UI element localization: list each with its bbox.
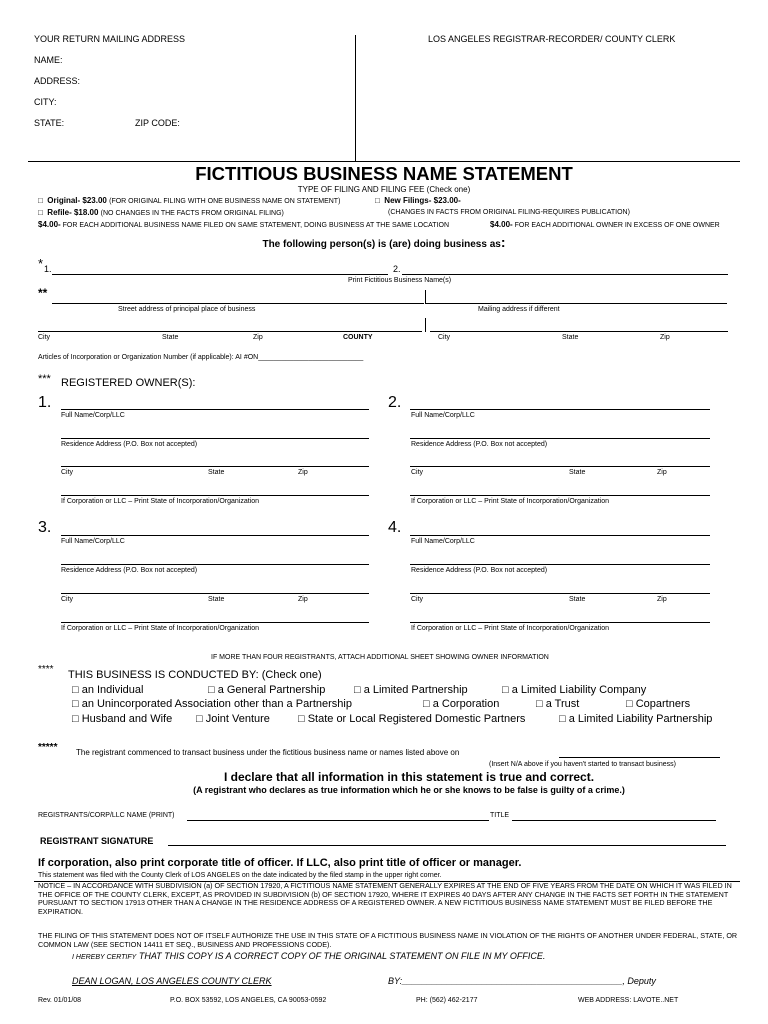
business-name-1-input[interactable] <box>52 274 388 275</box>
owner-1-city-input[interactable] <box>61 466 369 467</box>
signature-label: REGISTRANT SIGNATURE <box>40 836 154 846</box>
mailing-zip-caption: Zip <box>660 334 670 341</box>
option-general-partnership[interactable]: □ a General Partnership <box>208 684 326 696</box>
refile-checkbox[interactable]: □ <box>38 208 43 217</box>
mailing-state-caption: State <box>562 334 579 341</box>
address-divider <box>425 290 426 304</box>
option-llc[interactable]: □ a Limited Liability Company <box>502 684 647 696</box>
zip-label: ZIP CODE: <box>135 118 180 128</box>
owner-4-corp-caption: If Corporation or LLC – Print State of Incorporation/Organization <box>411 625 610 632</box>
owner-1-corp-input[interactable] <box>61 495 369 496</box>
filing-authorization-note: THE FILING OF THIS STATEMENT DOES NOT OF ITSELF AUTHORIZE THE USE IN THIS STATE OF A FICTITIOUS BUSINESS NAME IN VIOLATION OF THE RIGHTS OF ANOTHER UNDER FEDERAL, STATE, OR COMMON LAW (SEE SECTION 14411 ET SEQ., BUSINESS AND PROFESSIONS CODE). <box>38 931 738 949</box>
mailing-address-input[interactable] <box>425 303 727 304</box>
original-option[interactable]: □ Original- $23.00 (FOR ORIGINAL FILING WITH ONE BUSINESS NAME ON STATEMENT) <box>38 196 341 205</box>
owner-3-number: 3. <box>38 519 52 536</box>
owner-2-zip-caption: Zip <box>657 469 667 476</box>
name-label: NAME: <box>34 55 63 65</box>
additional-owner-fee: $4.00- FOR EACH ADDITIONAL OWNER IN EXCESS OF ONE OWNER <box>490 220 720 229</box>
owner-2-corp-caption: If Corporation or LLC – Print State of Incorporation/Organization <box>411 498 610 505</box>
business-name-caption: Print Fictitious Business Name(s) <box>348 277 452 284</box>
owner-1-city-caption: City <box>61 469 74 476</box>
zip-caption: Zip <box>253 334 263 341</box>
phone: PH: (562) 462-2177 <box>416 997 478 1004</box>
business-name-2-input[interactable] <box>402 274 728 275</box>
owner-3-zip-caption: Zip <box>298 596 308 603</box>
owner-1-name-caption: Full Name/Corp/LLC <box>61 412 125 419</box>
option-limited-partnership[interactable]: □ a Limited Partnership <box>354 684 468 696</box>
owner-3-city-input[interactable] <box>61 593 369 594</box>
new-filing-option[interactable]: □ New Filings- $23.00- <box>375 196 461 205</box>
filing-type-label: TYPE OF FILING AND FILING FEE (Check one) <box>297 185 471 194</box>
owner-4-number: 4. <box>388 519 402 536</box>
owner-3-name-caption: Full Name/Corp/LLC <box>61 538 125 545</box>
new-filing-checkbox[interactable]: □ <box>375 196 380 205</box>
city-caption: City <box>38 334 51 341</box>
mailing-city-caption: City <box>438 334 451 341</box>
owner-4-state-caption: State <box>569 596 586 603</box>
owner-3-residence-caption: Residence Address (P.O. Box not accepted) <box>61 567 198 574</box>
commenced-text: The registrant commenced to transact business under the fictitious business name or names listed above on <box>76 748 460 757</box>
street-address-caption: Street address of principal place of business <box>118 306 256 313</box>
county-clerk-name: DEAN LOGAN, LOS ANGELES COUNTY CLERK <box>72 976 272 986</box>
option-domestic-partners[interactable]: □ State or Local Registered Domestic Partners <box>298 713 526 725</box>
new-filing-desc: (CHANGES IN FACTS FROM ORIGINAL FILING-REQUIRES PUBLICATION) <box>388 209 630 216</box>
owner-4-corp-input[interactable] <box>410 622 710 623</box>
owner-2-residence-input[interactable] <box>410 438 710 439</box>
certify-statement: I HEREBY CERTIFY THAT THIS COPY IS A CORRECT COPY OF THE ORIGINAL STATEMENT ON FILE IN MY OFFICE. <box>72 951 546 961</box>
star-4: **** <box>38 664 54 675</box>
county-caption: COUNTY <box>343 334 373 341</box>
owner-1-name-input[interactable] <box>61 409 369 410</box>
articles-field[interactable]: Articles of Incorporation or Organization Number (if applicable): AI #ON___________________________ <box>38 354 364 361</box>
option-llp[interactable]: □ a Limited Liability Partnership <box>559 713 713 725</box>
star-2: ** <box>38 286 48 300</box>
print-name-label: REGISTRANTS/CORP/LLC NAME (PRINT) <box>38 812 175 819</box>
registered-owners-heading: REGISTERED OWNER(S): <box>61 377 196 389</box>
street-address-input[interactable] <box>52 303 424 304</box>
option-corporation[interactable]: □ a Corporation <box>423 698 500 710</box>
city-state-zip-input[interactable] <box>38 331 422 332</box>
original-checkbox[interactable]: □ <box>38 196 43 205</box>
owner-4-city-input[interactable] <box>410 593 710 594</box>
header-rule <box>28 161 740 162</box>
conducted-by-heading: THIS BUSINESS IS CONDUCTED BY: (Check one) <box>68 669 322 681</box>
owner-4-city-caption: City <box>411 596 424 603</box>
refile-option[interactable]: □ Refile- $18.00 (NO CHANGES IN THE FACTS FROM ORIGINAL FILING) <box>38 208 284 217</box>
owner-2-corp-input[interactable] <box>410 495 710 496</box>
signature-input[interactable] <box>168 845 726 846</box>
option-trust[interactable]: □ a Trust <box>536 698 580 710</box>
state-caption: State <box>162 334 179 341</box>
business-name-1-number: 1. <box>44 264 52 274</box>
option-unincorporated-association[interactable]: □ an Unincorporated Association other than a Partnership <box>72 698 352 710</box>
web-address: WEB ADDRESS: LAVOTE..NET <box>578 997 679 1004</box>
title-input[interactable] <box>512 820 716 821</box>
owner-2-city-caption: City <box>411 469 424 476</box>
office-label: LOS ANGELES REGISTRAR-RECORDER/ COUNTY CLERK <box>428 34 676 44</box>
corp-title-note: If corporation, also print corporate title of officer. If LLC, also print title of officer or manager. <box>38 857 522 869</box>
owner-3-corp-input[interactable] <box>61 622 369 623</box>
star-5: ***** <box>38 742 58 753</box>
owner-1-state-caption: State <box>208 469 225 476</box>
more-registrants-note: IF MORE THAN FOUR REGISTRANTS, ATTACH ADDITIONAL SHEET SHOWING OWNER INFORMATION <box>211 654 549 661</box>
owner-4-residence-input[interactable] <box>410 564 710 565</box>
owner-3-state-caption: State <box>208 596 225 603</box>
doing-business-as-heading: The following person(s) is (are) doing business as: <box>262 234 506 250</box>
owner-3-name-input[interactable] <box>61 535 369 536</box>
owner-2-city-input[interactable] <box>410 466 710 467</box>
owner-2-residence-caption: Residence Address (P.O. Box not accepted) <box>411 441 548 448</box>
page-title: FICTITIOUS BUSINESS NAME STATEMENT <box>195 163 573 184</box>
commenced-note: (Insert N/A above if you haven't started to transact business) <box>489 761 676 768</box>
title-label: TITLE <box>490 812 510 819</box>
additional-name-fee: $4.00- FOR EACH ADDITIONAL BUSINESS NAME FILED ON SAME STATEMENT, DOING BUSINESS AT THE SAME LOCATION <box>38 220 450 229</box>
declaration-sub: (A registrant who declares as true information which he or she knows to be false is guilty of a crime.) <box>193 785 625 795</box>
revision-date: Rev. 01/01/08 <box>38 997 82 1004</box>
deputy-signature-field[interactable]: BY:____________________________________________, Deputy <box>388 976 656 986</box>
expiration-notice: NOTICE – IN ACCORDANCE WITH SUBDIVISION (a) OF SECTION 17920, A FICTITIOUS NAME STATEMENT GENERALLY EXPIRES AT THE END OF FIVE YEARS FROM THE DATE ON WHICH IT WAS FILED IN THE OFFICE OF THE COUNTY CLERK, EXCEPT, AS PROVIDED IN SUBDIVISION (b) OF SECTION 17920, WHERE IT EXPIRES 40 DAYS AFTER ANY CHANGE IN THE FACTS SET FORTH IN THE STATEMENT PURSUANT TO SECTION 17913 OTHER THAN A CHANGE IN THE RESIDENCE ADDRESS OF A REGISTERED OWNER. A NEW FICTITIOUS BUSINESS NAME STATEMENT MUST BE FILED BEFORE THE EXPIRATION. <box>38 881 732 916</box>
option-individual[interactable]: □ an Individual <box>72 684 144 696</box>
owner-2-number: 2. <box>388 394 402 411</box>
owner-2-name-input[interactable] <box>410 409 710 410</box>
owner-1-zip-caption: Zip <box>298 469 308 476</box>
owner-4-name-input[interactable] <box>410 535 710 536</box>
po-box: P.O. BOX 53592, LOS ANGELES, CA 90053-0592 <box>170 997 327 1004</box>
mailing-address-caption: Mailing address if different <box>478 306 560 313</box>
owner-1-number: 1. <box>38 394 52 411</box>
business-name-2-number: 2. <box>393 264 401 274</box>
owner-4-residence-caption: Residence Address (P.O. Box not accepted) <box>411 567 548 574</box>
star-1: * <box>38 256 44 271</box>
header-divider <box>355 35 356 161</box>
print-name-input[interactable] <box>187 820 489 821</box>
owner-3-corp-caption: If Corporation or LLC – Print State of Incorporation/Organization <box>61 625 260 632</box>
option-husband-and-wife[interactable]: □ Husband and Wife <box>72 713 173 725</box>
state-label: STATE: <box>34 118 65 128</box>
city-label: CITY: <box>34 97 57 107</box>
star-3: *** <box>38 373 51 385</box>
mailing-city-state-zip-input[interactable] <box>430 331 728 332</box>
owner-4-name-caption: Full Name/Corp/LLC <box>411 538 475 545</box>
owner-1-residence-input[interactable] <box>61 438 369 439</box>
owner-1-corp-caption: If Corporation or LLC – Print State of Incorporation/Organization <box>61 498 260 505</box>
address-label: ADDRESS: <box>34 76 81 86</box>
option-copartners[interactable]: □ Copartners <box>626 698 691 710</box>
owner-2-name-caption: Full Name/Corp/LLC <box>411 412 475 419</box>
return-address-label: YOUR RETURN MAILING ADDRESS <box>34 34 186 44</box>
owner-2-state-caption: State <box>569 469 586 476</box>
filed-note: This statement was filed with the County Clerk of LOS ANGELES on the date indicated by the filed stamp in the upper right corner. <box>38 872 442 879</box>
option-joint-venture[interactable]: □ Joint Venture <box>196 713 270 725</box>
owner-3-residence-input[interactable] <box>61 564 369 565</box>
owner-1-residence-caption: Residence Address (P.O. Box not accepted) <box>61 441 198 448</box>
owner-3-city-caption: City <box>61 596 74 603</box>
owner-4-zip-caption: Zip <box>657 596 667 603</box>
city-divider <box>425 318 426 332</box>
commenced-date-input[interactable] <box>559 757 720 758</box>
declaration-main: I declare that all information in this statement is true and correct. <box>223 770 595 784</box>
